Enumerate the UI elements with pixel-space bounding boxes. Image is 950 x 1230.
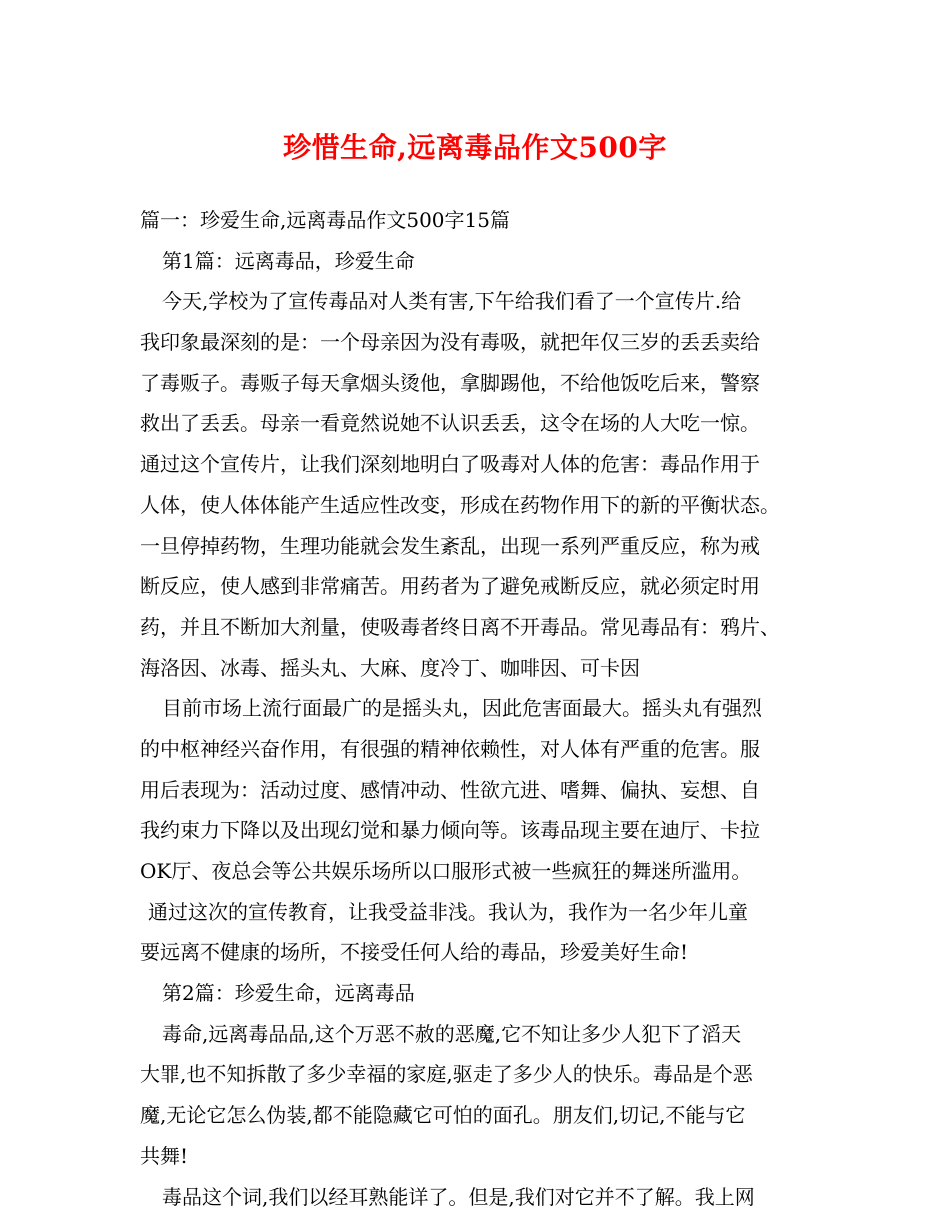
text-line: 断反应，使人感到非常痛苦。用药者为了避免戒断反应，就必须定时用 xyxy=(140,574,760,599)
text-line: 目前市场上流行面最广的是摇头丸，因此危害面最大。摇头丸有强烈 xyxy=(162,696,762,721)
text-line: 今天,学校为了宣传毒品对人类有害,下午给我们看了一个宣传片.给 xyxy=(162,289,742,314)
document-title: 珍惜生命,远离毒品作文500字 xyxy=(283,131,667,164)
text-line: 通过这个宣传片，让我们深刻地明白了吸毒对人体的危害：毒品作用于 xyxy=(140,452,760,477)
text-line: 了毒贩子。毒贩子每天拿烟头烫他，拿脚踢他，不给他饭吃后来，警察 xyxy=(140,370,760,395)
text-line: OK厅、夜总会等公共娱乐场所以口服形式被一些疯狂的舞迷所滥用。 xyxy=(140,859,752,883)
text-line: 我印象最深刻的是：一个母亲因为没有毒吸，就把年仅三岁的丢丢卖给 xyxy=(140,330,760,355)
text-line: 大罪,也不知拆散了多少幸福的家庭,驱走了多少人的快乐。毒品是个恶 xyxy=(140,1062,753,1087)
text-line: 共舞! xyxy=(140,1143,189,1168)
text-line: 救出了丢丢。母亲一看竟然说她不认识丢丢，这令在场的人大吃一惊。 xyxy=(140,411,760,436)
document-body xyxy=(140,200,820,1217)
text-line: 第2篇：珍爱生命，远离毒品 xyxy=(162,981,415,1006)
text-line: 第1篇：远离毒品，珍爱生命 xyxy=(162,248,415,273)
text-line: 我约束力下降以及出现幻觉和暴力倾向等。该毒品现主要在迪厅、卡拉 xyxy=(140,818,760,843)
text-line: 通过这次的宣传教育，让我受益非浅。我认为，我作为一名少年儿童 xyxy=(148,899,748,924)
text-line: 用后表现为：活动过度、感情冲动、性欲亢进、嗜舞、偏执、妄想、自 xyxy=(140,777,760,802)
text-line: 一旦停掉药物，生理功能就会发生紊乱，出现一系列严重反应，称为戒 xyxy=(140,533,760,558)
text-line: 海洛因、冰毒、摇头丸、大麻、度冷丁、咖啡因、可卡因 xyxy=(140,655,640,680)
text-line: 药，并且不断加大剂量，使吸毒者终日离不开毒品。常见毒品有：鸦片、 xyxy=(140,614,780,639)
text-line: 要远离不健康的场所，不接受任何人给的毒品，珍爱美好生命! xyxy=(140,940,689,965)
text-line: 毒品这个词,我们以经耳熟能详了。但是,我们对它并不了解。我上网 xyxy=(162,1184,755,1209)
text-line: 人体，使人体体能产生适应性改变，形成在药物作用下的新的平衡状态。 xyxy=(140,492,780,517)
text-line: 的中枢神经兴奋作用，有很强的精神依赖性，对人体有严重的危害。服 xyxy=(140,736,760,761)
text-line: 魔,无论它怎么伪装,都不能隐藏它可怕的面孔。朋友们,切记,不能与它 xyxy=(140,1103,746,1128)
text-line: 篇一：珍爱生命,远离毒品作文500字15篇 xyxy=(140,208,510,232)
text-line: 毒命,远离毒品品,这个万恶不赦的恶魔,它不知让多少人犯下了滔天 xyxy=(162,1021,742,1046)
